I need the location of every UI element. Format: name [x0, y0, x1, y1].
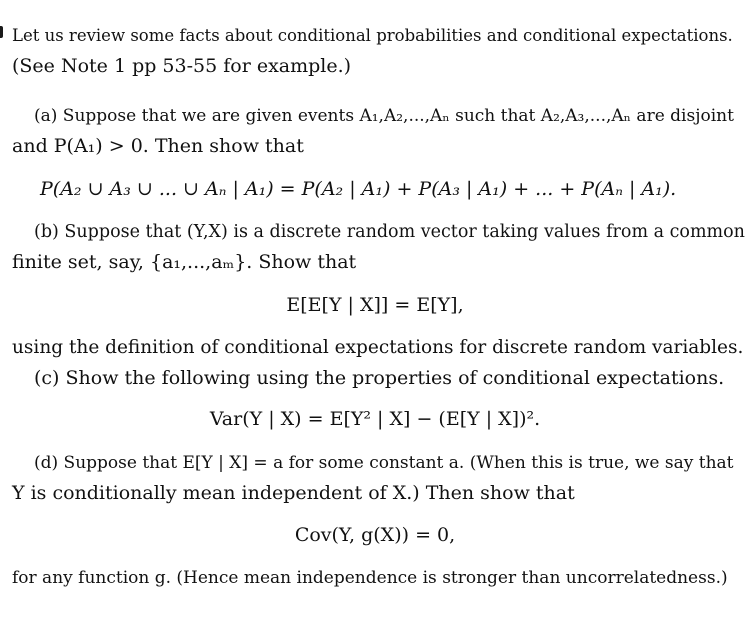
part-a-equation: P(A₂ ∪ A₃ ∪ ... ∪ Aₙ | A₁) = P(A₂ | A₁) + P(A₃ | A₁) + ... + P(Aₙ | A₁). [40, 178, 677, 200]
part-d-line-1: (d) Suppose that E[Y | X] = a for some constant a. (When this is true, we say that [34, 453, 734, 473]
part-c-equation: Var(Y | X) = E[Y² | X] − (E[Y | X])². [209, 408, 541, 430]
part-b-line-2: finite set, say, {a₁,...,aₘ}. Show that [12, 251, 357, 273]
bullet-marker [0, 26, 3, 38]
part-c-line-1: (c) Show the following using the properties of conditional expectations. [34, 367, 725, 389]
part-b-line-3: using the definition of conditional expectations for discrete random variables. [12, 337, 744, 358]
part-d-line-2: Y is conditionally mean independent of X.) Then show that [12, 482, 575, 504]
intro-line-2: (See Note 1 pp 53-55 for example.) [12, 55, 352, 77]
part-d-line-3: for any function g. (Hence mean independence is stronger than uncorrelatedness.) [12, 568, 728, 588]
part-b-line-1: (b) Suppose that (Y,X) is a discrete random vector taking values from a common [34, 222, 745, 242]
part-a-line-2: and P(A₁) > 0. Then show that [12, 135, 304, 157]
part-b-equation: E[E[Y | X]] = E[Y], [286, 294, 464, 316]
intro-line-1: Let us review some facts about conditional probabilities and conditional expectations. [12, 26, 733, 45]
part-d-equation: Cov(Y, g(X)) = 0, [294, 524, 456, 546]
part-a-line-1: (a) Suppose that we are given events A₁,A₂,...,Aₙ such that A₂,A₃,...,Aₙ are disjoint [34, 106, 734, 126]
